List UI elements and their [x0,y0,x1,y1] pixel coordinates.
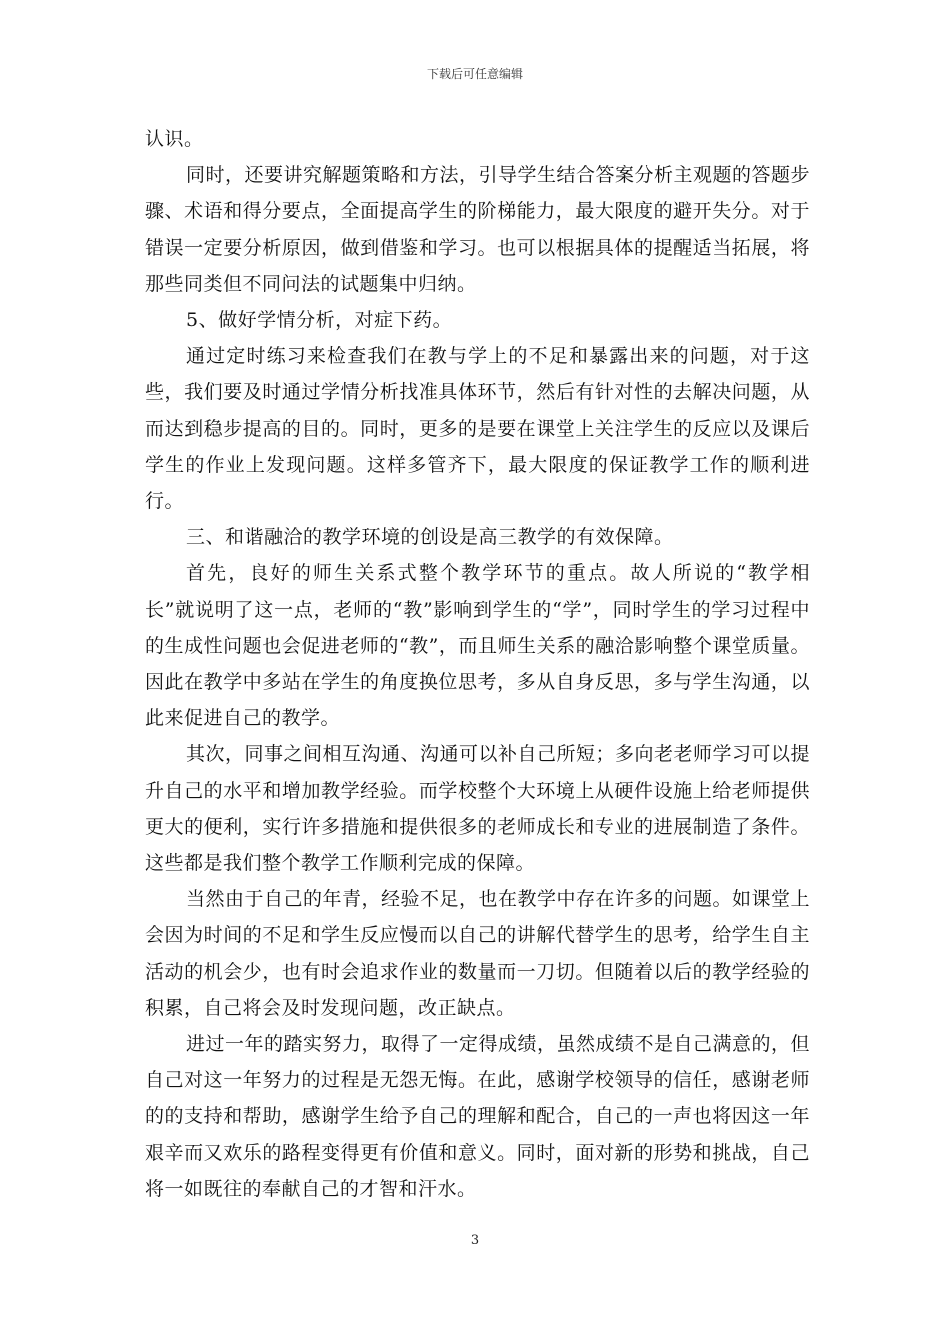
paragraph-heading-teaching-environment: 三、和谐融洽的教学环境的创设是高三教学的有效保障。 [186,526,674,549]
document-body [145,121,810,1207]
page-header: 下载后可任意编辑 [426,67,523,81]
paragraph-continuation: 认识。 [145,128,204,150]
paragraph-shortcomings: 当然由于自己的年青，经验不足，也在教学中存在许多的问题。如课堂上会因为时间的不足和学生反应慢而以自己的讲解代替学生的思考，给学生自主活动的机会少，也有时会追求作业的数量而一刀切。但随着以后的教学经验的积累，自己将会及时发现问题，改正缺点。 [145,888,811,1019]
paragraph-timed-practice: 通过定时练习来检查我们在教与学上的不足和暴露出来的问题，对于这些，我们要及时通过学情分析找准具体环节，然后有针对性的去解决问题，从而达到稳步提高的目的。同时，更多的是要在课堂上关注学生的反应以及课后学生的作业上发现问题。这样多管齐下，最大限度的保证教学工作的顺利进行。 [145,345,810,513]
paragraph-conclusion: 进过一年的踏实努力，取得了一定得成绩，虽然成绩不是自己满意的，但自己对这一年努力的过程是无怨无悔。在此，感谢学校领导的信任，感谢老师的的支持和帮助，感谢学生给予自己的理解和配合，自己的一声也将因这一年艰辛而又欢乐的路程变得更有价值和意义。同时，面对新的形势和挑战，自己将一如既往的奉献自己的才智和汗水。 [145,1033,811,1200]
paragraph-problem-solving-strategy: 同时，还要讲究解题策略和方法，引导学生结合答案分析主观题的答题步骤、术语和得分要点，全面提高学生的阶梯能力，最大限度的避开失分。对于错误一定要分析原因，做到借鉴和学习。也可以根据具体的提醒适当拓展，将那些同类但不同问法的试题集中归纳。 [145,164,811,295]
paragraph-teacher-student-relationship: 首先，良好的师生关系式整个教学环节的重点。故人所说的“教学相长”就说明了这一点，老师的“教”影响到学生的“学”，同时学生的学习过程中的生成性问题也会促进老师的“教”，而且师生关系的融洽影响整个课堂质量。因此在教学中多站在学生的角度换位思考，多从自身反思，多与学生沟通，以此来促进自己的教学。 [145,562,810,730]
paragraph-colleague-communication: 其次，同事之间相互沟通、沟通可以补自己所短；多向老老师学习可以提升自己的水平和增加教学经验。而学校整个大环境上从硬件设施上给老师提供更大的便利，实行许多措施和提供很多的老师成长和专业的进展制造了条件。这些都是我们整个教学工作顺利完成的保障。 [145,743,811,875]
paragraph-heading-learning-analysis: 5、做好学情分析，对症下药。 [186,309,453,332]
page-number: 3 [470,1233,480,1248]
